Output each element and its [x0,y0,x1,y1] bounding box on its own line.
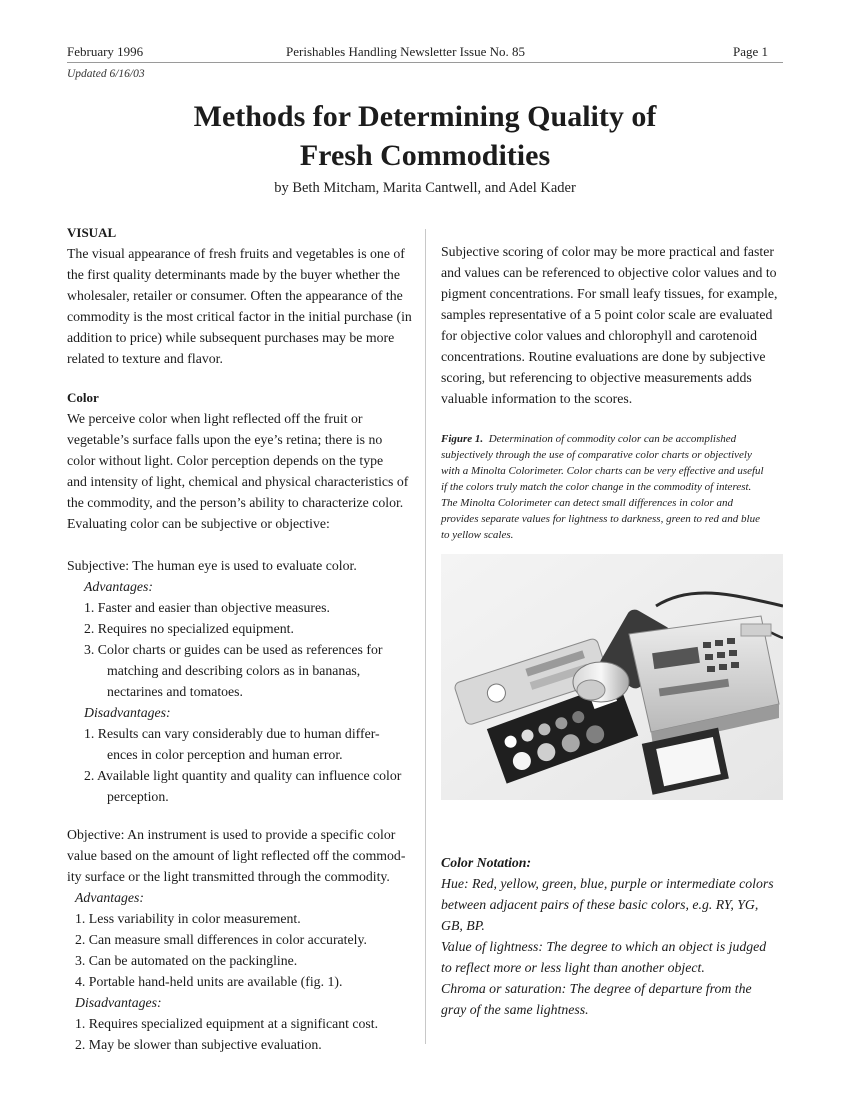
subjective-disadvantages-label: Disadvantages: [84,705,171,720]
column-divider [425,229,426,1044]
color-section [67,387,417,534]
newsletter-title: Perishables Handling Newsletter Issue No. 85 [286,44,526,59]
scoring-line: valuable information to the scores. [441,391,633,406]
objective-advantage: 4. Portable hand-held units are available (fig. 1). [75,974,343,989]
color-line: color without light. Color perception depends on the type [67,453,384,468]
article-title-line-1: Methods for Determining Quality of [193,100,657,133]
visual-heading: VISUAL [67,225,117,240]
subjective-advantages-label: Advantages: [84,579,153,594]
caption-line: The Minolta Colorimeter can detect small differences in color and [441,497,733,509]
subjective-advantage: 1. Faster and easier than objective measures. [84,600,330,615]
header-rule [67,62,783,63]
objective-advantage: 3. Can be automated on the packingline. [75,953,298,968]
scoring-line: scoring, but referencing to objective measurements adds [441,370,752,385]
caption-line: Determination of commodity color can be accomplished [488,433,737,445]
notation-line: Chroma or saturation: The degree of departure from the [441,981,752,996]
byline: by Beth Mitcham, Marita Cantwell, and Adel Kader [274,180,576,196]
objective-advantage: 1. Less variability in color measurement. [75,911,301,926]
color-line: We perceive color when light reflected off the fruit or [67,411,363,426]
caption-line: if the colors truly match the color change in the commodity of interest. [441,481,752,493]
subjective-scoring-paragraph [441,241,783,409]
issue-date: February 1996 [67,44,144,59]
color-line: vegetable’s surface falls upon the eye’s retina; there is no [67,432,383,447]
notation-line: to reflect more or less light than another object. [441,960,705,975]
visual-line: related to texture and flavor. [67,351,223,366]
notation-line: between adjacent pairs of these basic colors, e.g. RY, YG, [441,897,759,912]
caption-line: to yellow scales. [441,529,514,541]
subjective-disadvantage-cont: perception. [107,789,169,804]
visual-line: the first quality determinants made by the buyer whether the [67,267,400,282]
caption-line: with a Minolta Colorimeter. Color charts can be very effective and useful [441,465,764,477]
objective-advantages-label: Advantages: [75,890,144,905]
objective-disadvantages-label: Disadvantages: [75,995,162,1010]
scoring-line: Subjective scoring of color may be more practical and faster [441,244,774,259]
objective-intro: value based on the amount of light reflected off the commod- [67,848,406,863]
scoring-line: concentrations. Routine evaluations are done by subjective [441,349,766,364]
subjective-advantage: 3. Color charts or guides can be used as references for [84,642,383,657]
subjective-disadvantage: 2. Available light quantity and quality can influence color [84,768,402,783]
notation-line: GB, BP. [441,918,485,933]
color-notation [441,852,783,1020]
notation-line: Value of lightness: The degree to which an object is judged [441,939,767,954]
notation-line: gray of the same lightness. [441,1002,589,1017]
scoring-line: pigment concentrations. For small leafy tissues, for example, [441,286,778,301]
article-title-line-2: Fresh Commodities [299,139,551,172]
updated-date: Updated 6/16/03 [67,68,145,80]
color-line: the commodity, and the person’s ability to characterize color. [67,495,404,510]
visual-line: The visual appearance of fresh fruits and vegetables is one of [67,246,405,261]
subjective-advantage: 2. Requires no specialized equipment. [84,621,294,636]
scoring-line: samples representative of a 5 point color scale are evaluated [441,307,773,322]
color-notation-heading: Color Notation: [441,855,532,870]
figure-label: Figure 1. [441,433,484,445]
figure-caption [441,431,783,543]
subjective-advantage-cont: matching and describing colors as in bananas, [107,663,361,678]
subjective-intro: Subjective: The human eye is used to evaluate color. [67,558,357,573]
caption-line: subjectively through the use of comparative color charts or objectively [441,449,752,461]
objective-intro: Objective: An instrument is used to provide a specific color [67,827,396,842]
visual-line: commodity is the most critical factor in the initial purchase (in [67,309,412,324]
subjective-section [67,555,417,807]
colorimeter-photo [441,554,783,800]
visual-line: wholesaler, retailer or consumer. Often the appearance of the [67,288,403,303]
objective-disadvantage: 1. Requires specialized equipment at a significant cost. [75,1016,379,1031]
visual-line: addition to price) while subsequent purchases may be more [67,330,395,345]
scoring-line: and values can be referenced to objective color values and to [441,265,777,280]
objective-intro: ity surface or the light transmitted through the commodity. [67,869,390,884]
objective-disadvantage: 2. May be slower than subjective evaluation. [75,1037,322,1052]
objective-section [67,824,417,1055]
caption-line: provides separate values for lightness to darkness, green to red and blue [441,513,760,525]
objective-advantage: 2. Can measure small differences in color accurately. [75,932,367,947]
visual-section [67,222,417,369]
color-line: Evaluating color can be subjective or objective: [67,516,330,531]
color-line: and intensity of light, chemical and physical characteristics of [67,474,409,489]
page-number: Page 1 [733,44,769,59]
subjective-disadvantage-cont: ences in color perception and human error. [107,747,343,762]
color-heading: Color [67,390,99,405]
subjective-disadvantage: 1. Results can vary considerably due to human differ- [84,726,380,741]
notation-line: Hue: Red, yellow, green, blue, purple or intermediate colors [441,876,774,891]
scoring-line: for objective color values and chlorophyll and carotenoid [441,328,758,343]
subjective-advantage-cont: nectarines and tomatoes. [107,684,244,699]
